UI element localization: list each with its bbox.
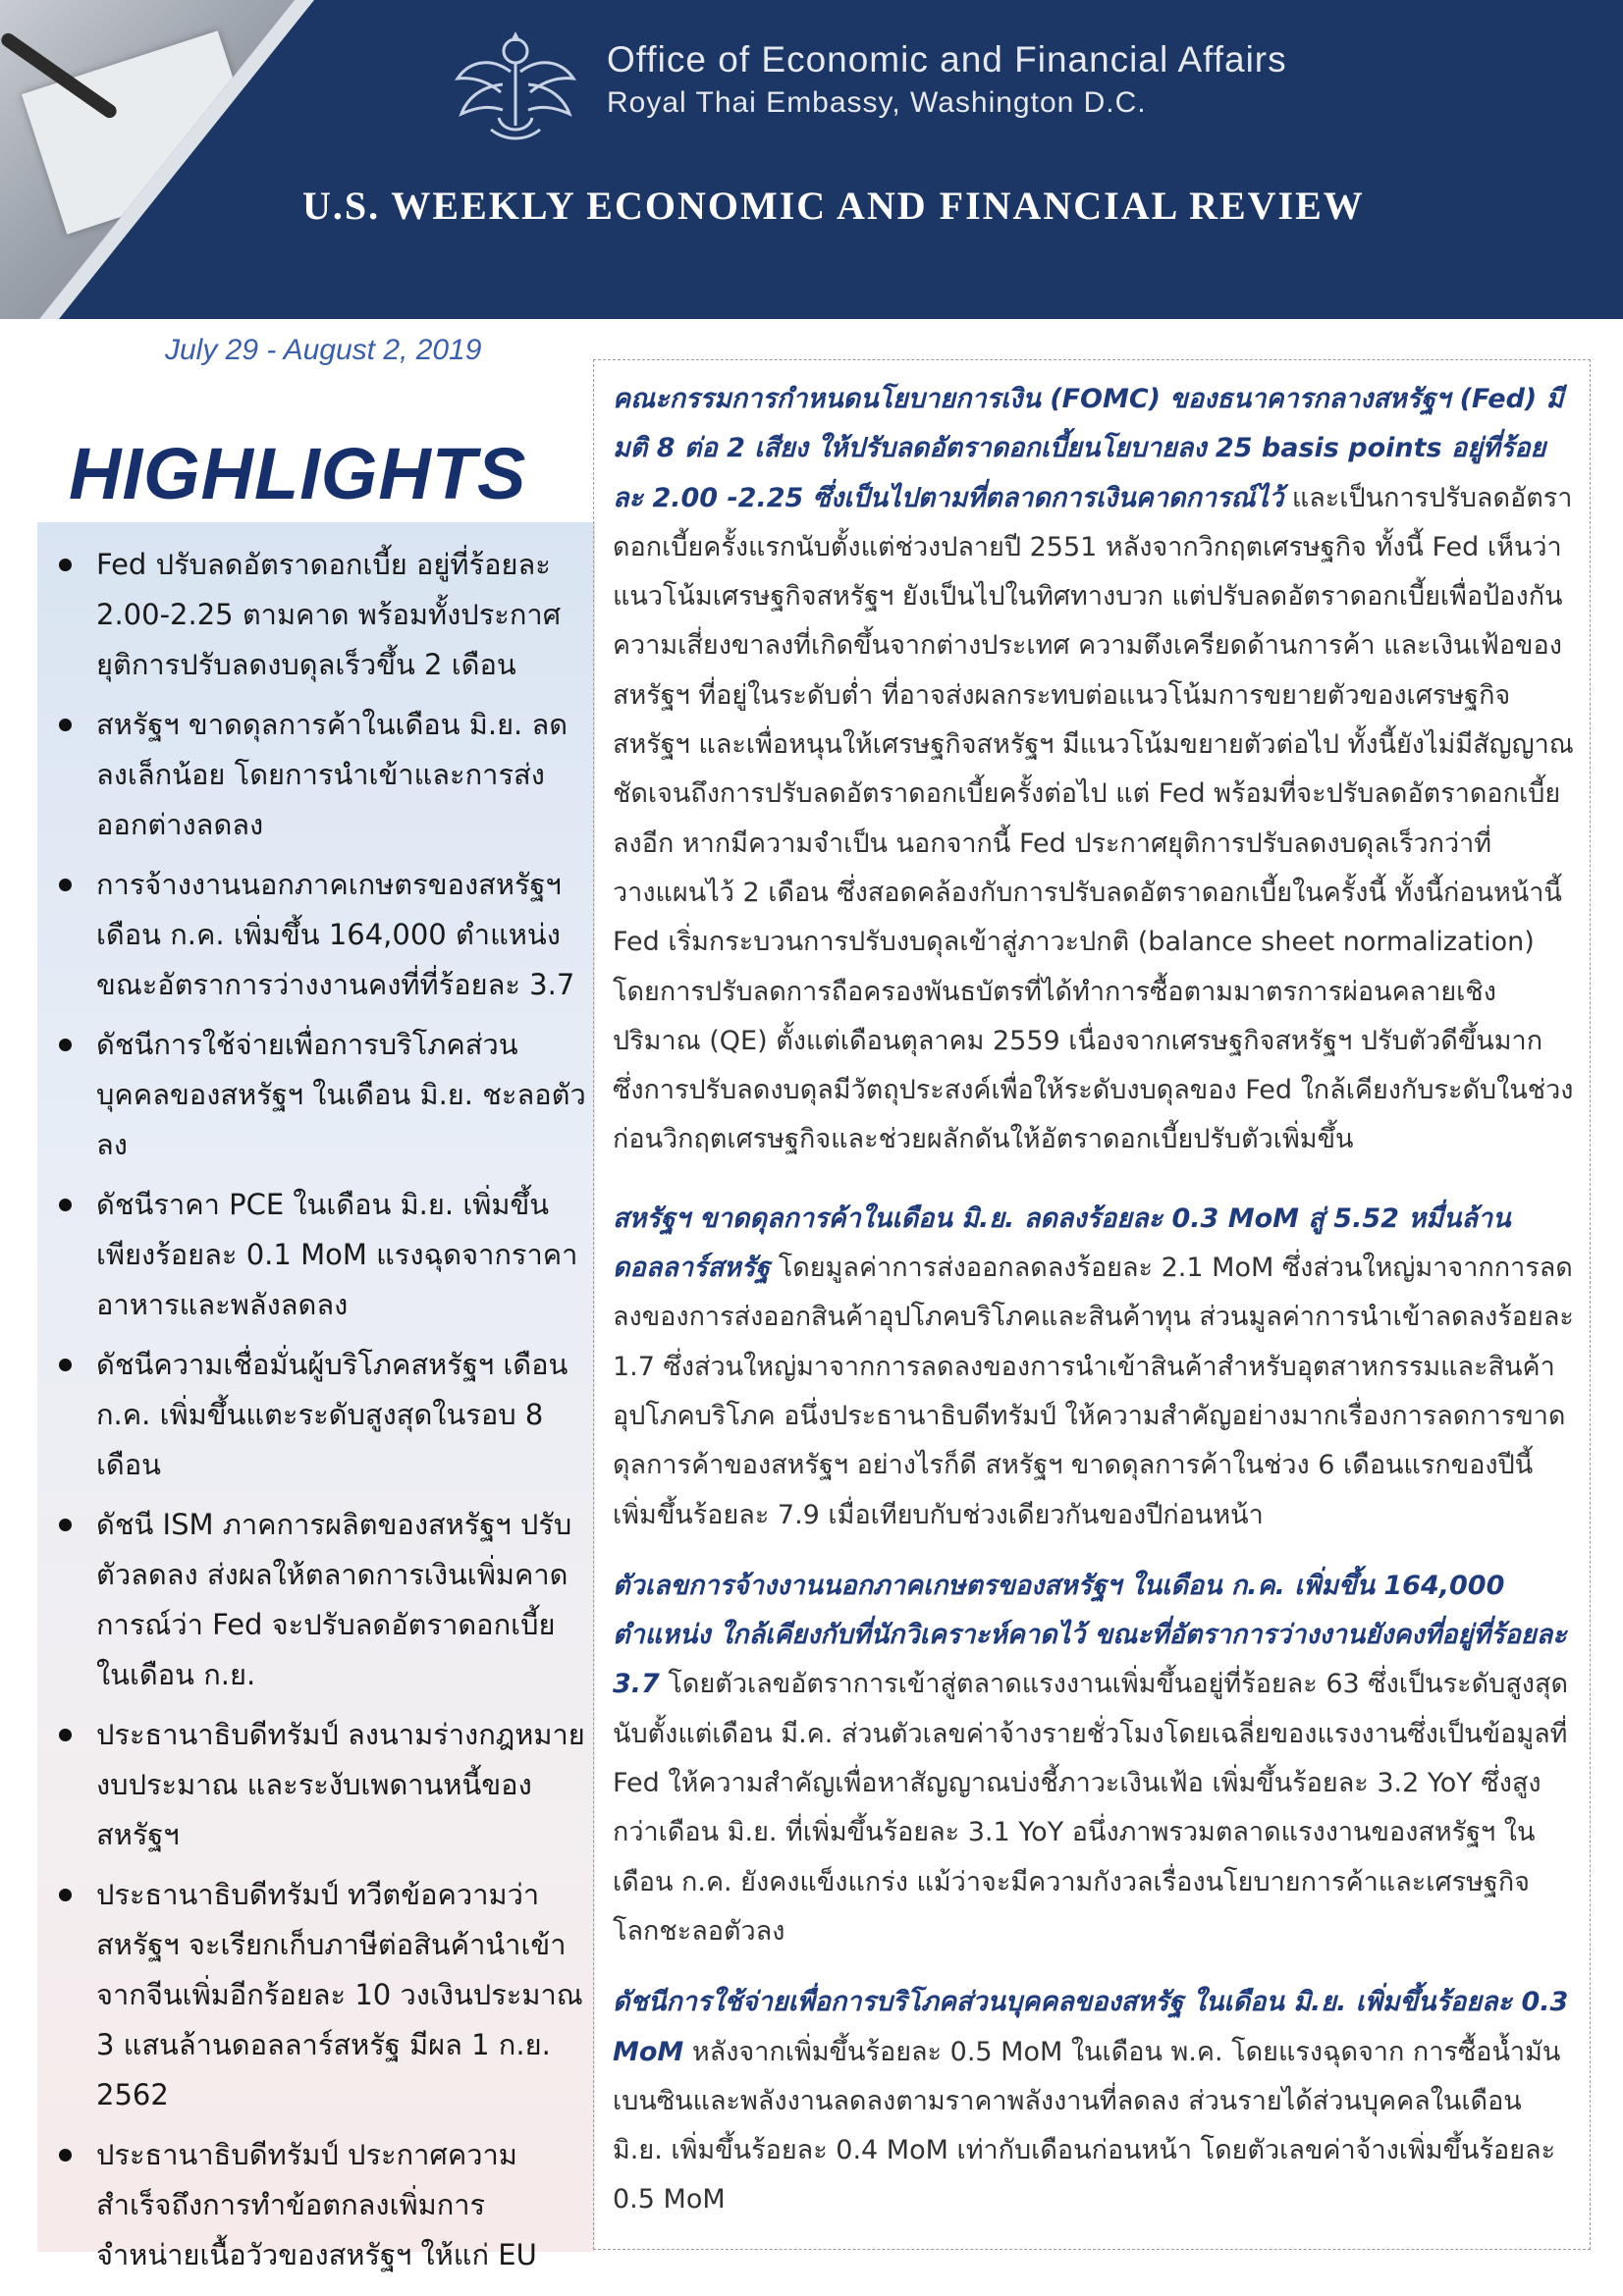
bullet-icon xyxy=(59,2149,72,2162)
article-lead: ตัวเลขการจ้างงานนอกภาคเกษตรของสหรัฐฯ ในเดือน ก.ค. เพิ่มขึ้น 164,000 ตำแหน่ง ใกล้เคียงกับที่นักวิเคราะห์คาดไว้ ขณะที่อัตราการว่างงานยังคงที่อยู่ที่ร้อยละ 3.7 xyxy=(613,1570,1567,1700)
article-paragraph xyxy=(613,1978,1575,2224)
highlight-item: Fed ปรับลดอัตราดอกเบี้ย อยู่ที่ร้อยละ 2.00-2.25 ตามคาด พร้อมทั้งประกาศยุติการปรับลดงบดุลเร็วขึ้น 2 เดือน xyxy=(51,540,586,690)
article-body: หลังจากเพิ่มขึ้นร้อยละ 0.5 MoM ในเดือน พ.ค. โดยแรงฉุดจาก การซื้อน้ำมันเบนซินและพลังงานลดลงตามราคาพลังงานที่ลดลง ส่วนรายได้ส่วนบุคคลในเดือน มิ.ย. เพิ่มขึ้นร้อยละ 0.4 MoM เท่ากับเดือนก่อนหน้า โดยตัวเลขค่าจ้างเพิ่มขึ้นร้อยละ 0.5 MoM xyxy=(613,2036,1561,2216)
highlights-heading: HIGHLIGHTS xyxy=(69,433,527,514)
garuda-emblem-icon xyxy=(452,27,579,143)
office-subtitle: Royal Thai Embassy, Washington D.C. xyxy=(607,86,1147,119)
bullet-icon xyxy=(59,559,72,571)
header-banner xyxy=(0,0,1623,319)
article-paragraph xyxy=(613,375,1575,1165)
article-lead: ดัชนีการใช้จ่ายเพื่อการบริโภคส่วนบุคคลของสหรัฐ ในเดือน มิ.ย. เพิ่มขึ้นร้อยละ 0.3 MoM xyxy=(613,1987,1569,2067)
bullet-icon xyxy=(59,1729,72,1741)
bullet-icon xyxy=(59,1199,72,1211)
highlight-item: สหรัฐฯ ขาดดุลการค้าในเดือน มิ.ย. ลดลงเล็กน้อย โดยการนำเข้าและการส่งออกต่างลดลง xyxy=(51,700,586,850)
highlight-item: ดัชนี ISM ภาคการผลิตของสหรัฐฯ ปรับตัวลดลง ส่งผลให้ตลาดการเงินเพิ่มคาดการณ์ว่า Fed จะปรับลดอัตราดอกเบี้ยในเดือน ก.ย. xyxy=(51,1500,586,1700)
article-paragraph xyxy=(613,1195,1575,1540)
office-title: Office of Economic and Financial Affairs xyxy=(607,39,1287,80)
bullet-icon xyxy=(59,1519,72,1531)
bullet-icon xyxy=(59,1889,72,1901)
article-paragraph xyxy=(613,1562,1575,1956)
article-lead: สหรัฐฯ ขาดดุลการค้าในเดือน มิ.ย. ลดลงร้อยละ 0.3 MoM สู่ 5.52 หมื่นล้านดอลลาร์สหรัฐ xyxy=(613,1202,1511,1284)
highlight-item: ดัชนีราคา PCE ในเดือน มิ.ย. เพิ่มขึ้นเพียงร้อยละ 0.1 MoM แรงฉุดจากราคาอาหารและพลังลดลง xyxy=(51,1180,586,1330)
highlight-item: ดัชนีความเชื่อมั่นผู้บริโภคสหรัฐฯ เดือน ก.ค. เพิ่มขึ้นแตะระดับสูงสุดในรอบ 8 เดือน xyxy=(51,1340,586,1490)
article-lead: คณะกรรมการกำหนดนโยบายการเงิน (FOMC) ของธนาคารกลางสหรัฐฯ (Fed) มีมติ 8 ต่อ 2 เสียง ให้ปรับลดอัตราดอกเบี้ยนโยบายลง 25 basis points อยู่ที่ร้อยละ 2.00 -2.25 ซึ่งเป็นไปตามที่ตลาดการเงินคาดการณ์ไว้ xyxy=(613,384,1564,513)
highlight-item: ประธานาธิบดีทรัมป์ ทวีตข้อความว่า สหรัฐฯ จะเรียกเก็บภาษีต่อสินค้านำเข้าจากจีนเพิ่มอีกร้อยละ 10 วงเงินประมาณ 3 แสนล้านดอลลาร์สหรัฐ มีผล 1 ก.ย. 2562 xyxy=(51,1870,586,2120)
highlight-item: ประธานาธิบดีทรัมป์ ประกาศความสำเร็จถึงการทำข้อตกลงเพิ่มการจำหน่ายเนื้อวัวของสหรัฐฯ ให้แก่ EU xyxy=(51,2130,586,2280)
main-content xyxy=(613,375,1575,2247)
bullet-icon xyxy=(59,1359,72,1371)
review-title: U.S. WEEKLY ECONOMIC AND FINANCIAL REVIEW xyxy=(302,184,1365,228)
highlight-item: ดัชนีการใช้จ่ายเพื่อการบริโภคส่วนบุคคลของสหรัฐฯ ในเดือน มิ.ย. ชะลอตัวลง xyxy=(51,1020,586,1170)
bullet-icon xyxy=(59,719,72,731)
highlights-list xyxy=(51,540,586,2290)
article-body: โดยมูลค่าการส่งออกลดลงร้อยละ 2.1 MoM ซึ่งส่วนใหญ่มาจากการลดลงของการส่งออกสินค้าอุปโภคบริโภคและสินค้าทุน ส่วนมูลค่าการนำเข้าลดลงร้อยละ 1.7 ซึ่งส่วนใหญ่มาจากการลดลงของการนำเข้าสินค้าสำหรับอุตสาหกรรมและสินค้าอุปโภคบริโภค อนึ่งประธานาธิบดีทรัมป์ ให้ความสำคัญอย่างมากเรื่องการลดการขาดดุลการค้าของสหรัฐฯ อย่างไรก็ดี สหรัฐฯ ขาดดุลการค้าในช่วง 6 เดือนแรกของปีนี้ เพิ่มขึ้นร้อยละ 7.9 เมื่อเทียบกับช่วงเดียวกันของปีก่อนหน้า xyxy=(613,1253,1574,1530)
highlight-item: ประธานาธิบดีทรัมป์ ลงนามร่างกฎหมายงบประมาณ และระงับเพดานหนี้ของสหรัฐฯ xyxy=(51,1710,586,1860)
article-body: และเป็นการปรับลดอัตราดอกเบี้ยครั้งแรกนับตั้งแต่ช่วงปลายปี 2551 หลังจากวิกฤตเศรษฐกิจ ทั้งนี้ Fed เห็นว่า แนวโน้มเศรษฐกิจสหรัฐฯ ยังเป็นไปในทิศทางบวก แต่ปรับลดอัตราดอกเบี้ยเพื่อป้องกันความเสี่ยงขาลงที่เกิดขึ้นจากต่างประเทศ ความตึงเครียดด้านการค้า และเงินเฟ้อของสหรัฐฯ ที่อยู่ในระดับต่ำ ที่อาจส่งผลกระทบต่อแนวโน้มการขยายตัวของเศรษฐกิจสหรัฐฯ และเพื่อหนุนให้เศรษฐกิจสหรัฐฯ มีแนวโน้มขยายตัวต่อไป ทั้งนี้ยังไม่มีสัญญาณชัดเจนถึงการปรับลดอัตราดอกเบี้ยครั้งต่อไป แต่ Fed พร้อมที่จะปรับลดอัตราดอกเบี้ยลงอีก หากมีความจำเป็น นอกจากนี้ Fed ประกาศยุติการปรับลดงบดุลเร็วกว่าที่วางแผนไว้ 2 เดือน ซึ่งสอดคล้องกับการปรับลดอัตราดอกเบี้ยในครั้งนี้ ทั้งนี้ก่อนหน้านี้ Fed เริ่มกระบวนการปรับงบดุลเข้าสู่ภาวะปกติ (balance sheet normalization) โดยการปรับลดการถือครองพันธบัตรที่ได้ทำการซื้อตามมาตรการผ่อนคลายเชิงปริมาณ (QE) ตั้งแต่เดือนตุลาคม 2559 เนื่องจากเศรษฐกิจสหรัฐฯ ปรับตัวดีขึ้นมาก ซึ่งการปรับลดงบดุลมีวัตถุประสงค์เพื่อให้ระดับงบดุลของ Fed ใกล้เคียงกับระดับในช่วงก่อนวิกฤตเศรษฐกิจและช่วยผลักดันให้อัตราดอกเบี้ยปรับตัวเพิ่มขึ้น xyxy=(613,482,1574,1155)
highlight-item: การจ้างงานนอกภาคเกษตรของสหรัฐฯ เดือน ก.ค. เพิ่มขึ้น 164,000 ตำแหน่ง ขณะอัตราการว่างงานคงที่ที่ร้อยละ 3.7 xyxy=(51,860,586,1010)
article-body: โดยตัวเลขอัตราการเข้าสู่ตลาดแรงงานเพิ่มขึ้นอยู่ที่ร้อยละ 63 ซึ่งเป็นระดับสูงสุดนับตั้งแต่เดือน มี.ค. ส่วนตัวเลขค่าจ้างรายชั่วโมงโดยเฉลี่ยของแรงงานซึ่งเป็นข้อมูลที่ Fed ให้ความสำคัญเพื่อหาสัญญาณบ่งชี้ภาวะเงินเฟ้อ เพิ่มขึ้นร้อยละ 3.2 YoY ซึ่งสูงกว่าเดือน มิ.ย. ที่เพิ่มขึ้นร้อยละ 3.1 YoY อนึ่งภาพรวมตลาดแรงงานของสหรัฐฯ ในเดือน ก.ค. ยังคงแข็งแกร่ง แม้ว่าจะมีความกังวลเรื่องนโยบายการค้าและเศรษฐกิจโลกชะลอตัวลง xyxy=(613,1669,1568,1947)
date-range: July 29 - August 2, 2019 xyxy=(165,334,482,366)
bullet-icon xyxy=(59,879,72,891)
bullet-icon xyxy=(59,1039,72,1051)
